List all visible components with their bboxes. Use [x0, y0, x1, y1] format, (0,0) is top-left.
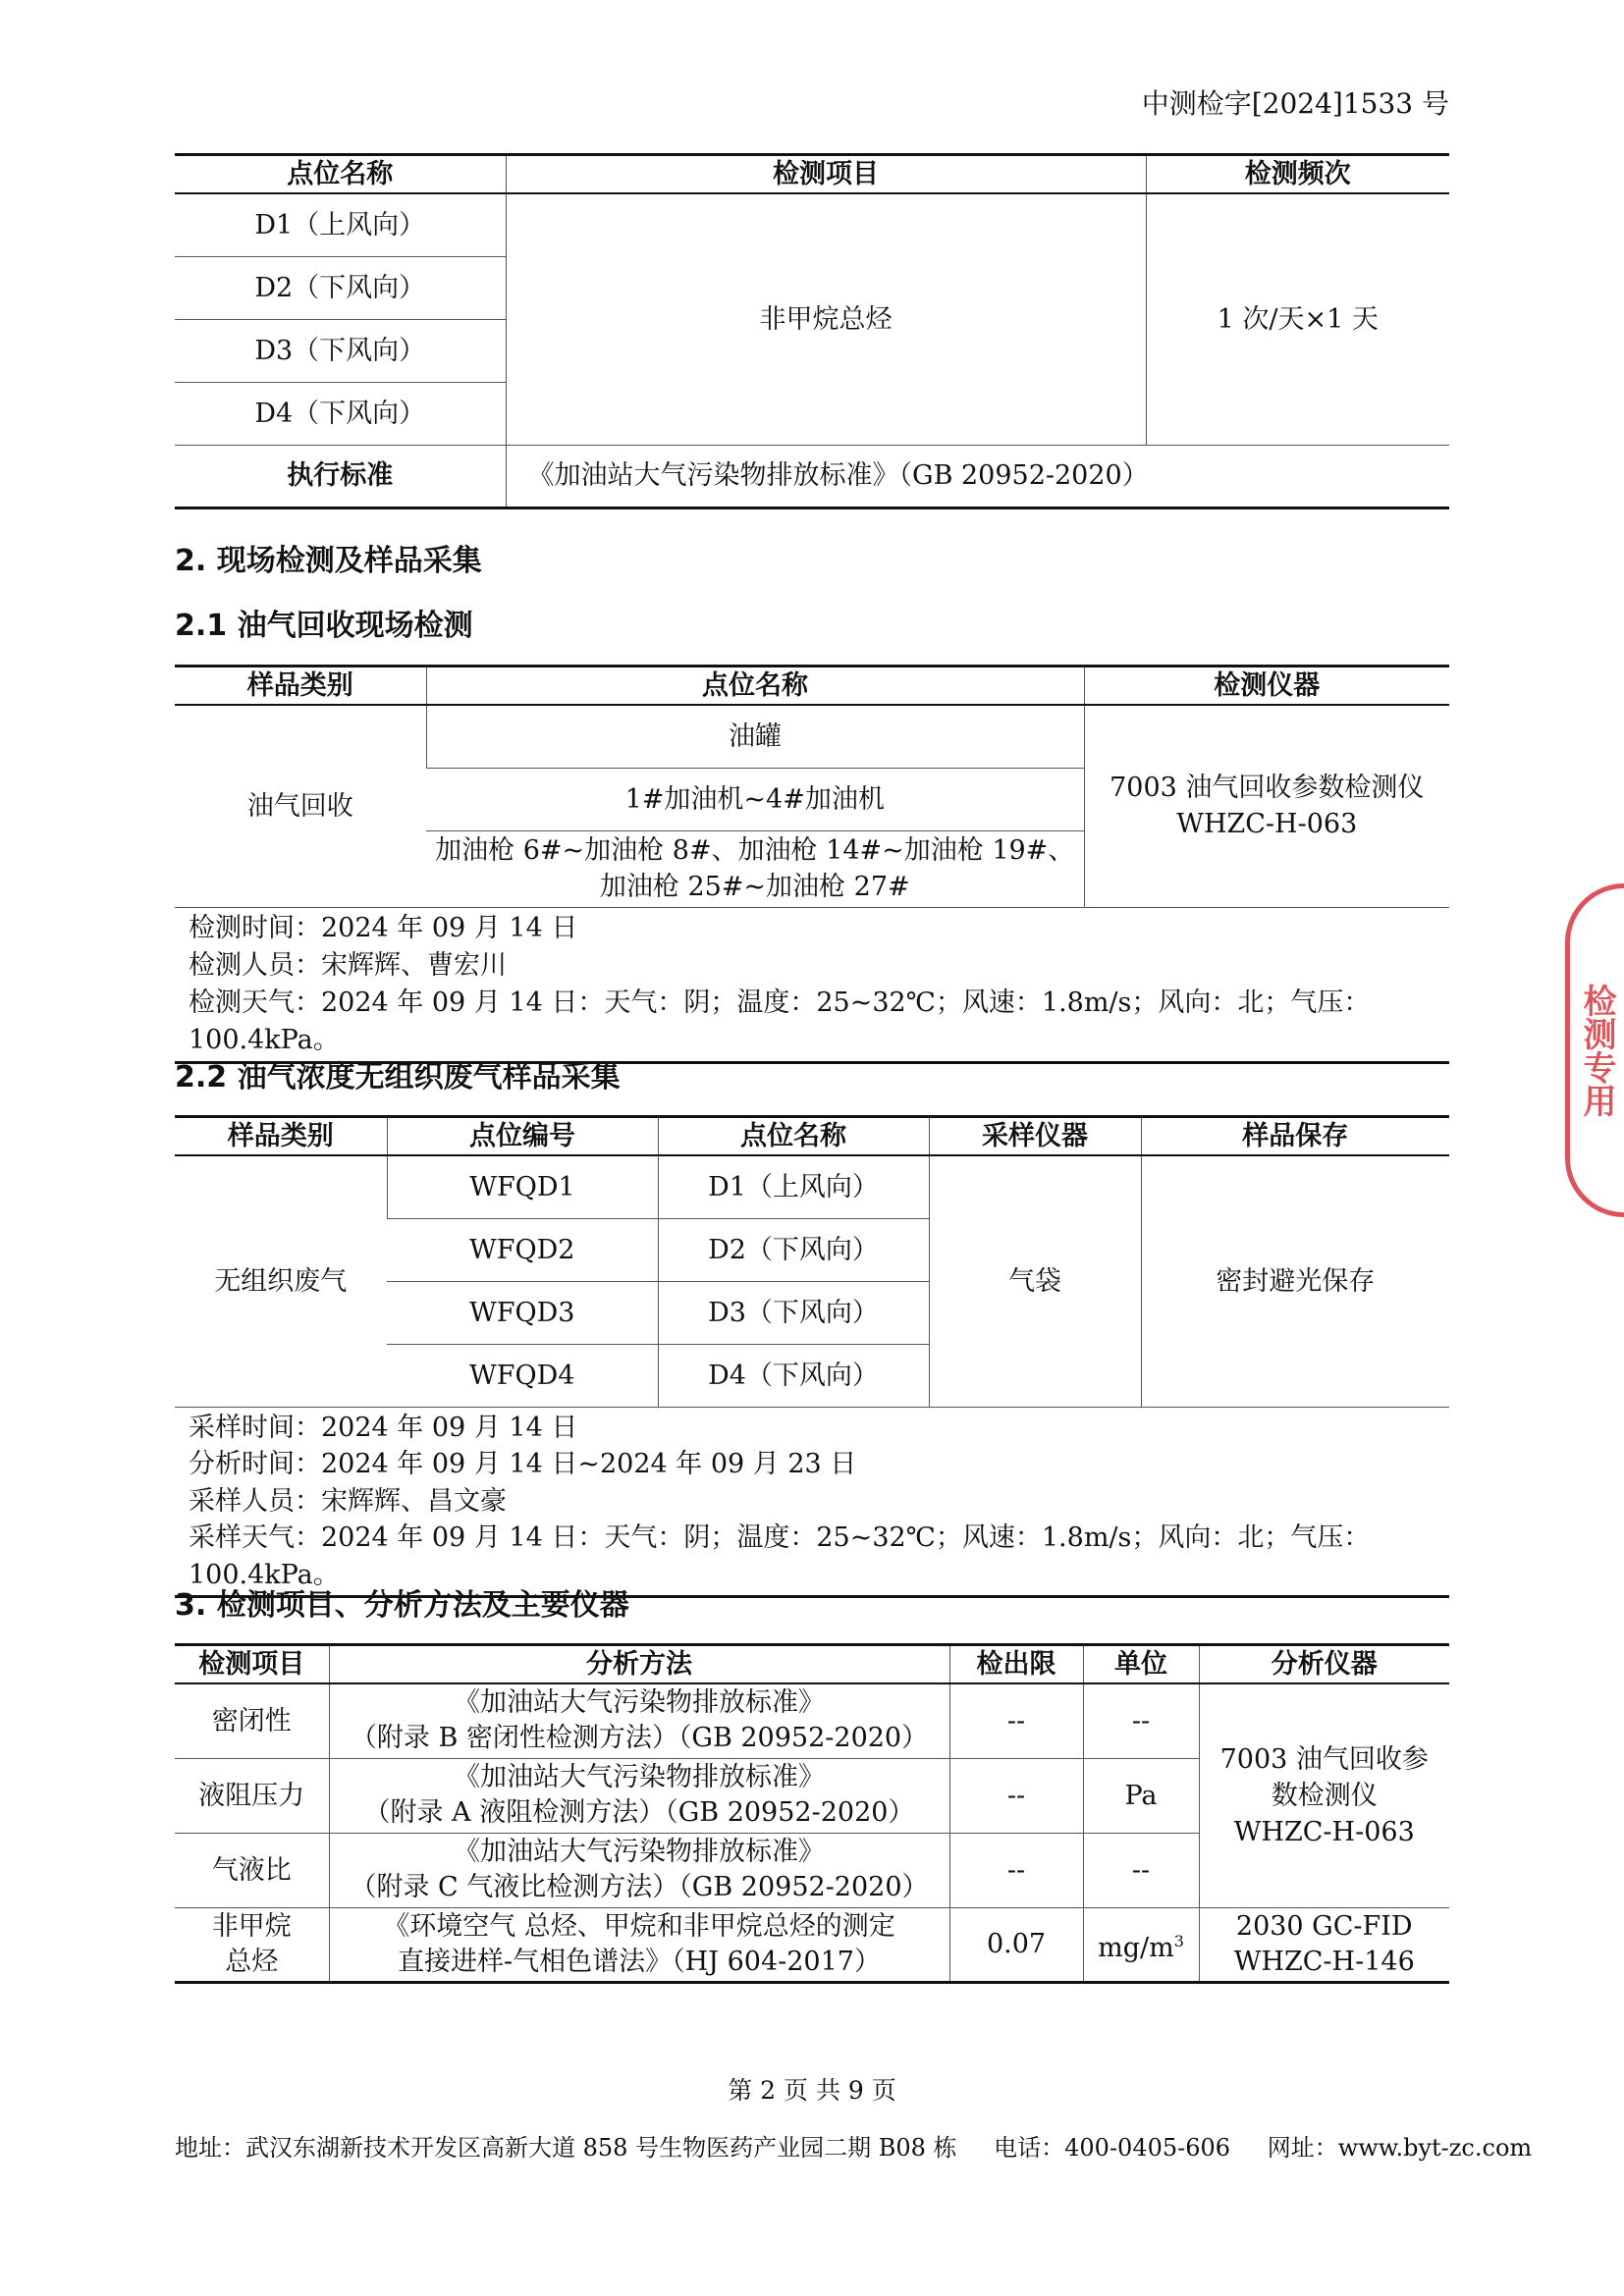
- document-number: 中测检字[2024]1533 号: [1141, 87, 1449, 120]
- stamp-text: 检测专用: [1577, 984, 1616, 1117]
- analyzer-line: 2030 GC-FID: [1235, 1910, 1413, 1942]
- unit-text: mg/m: [1098, 1932, 1174, 1963]
- method-line: 《加油站大气污染物排放标准》: [454, 1762, 825, 1792]
- analyzer-cell: [1199, 1683, 1449, 1907]
- point-line: 加油枪 6#~加油枪 8#、加油枪 14#~加油枪 19#、: [435, 835, 1075, 866]
- col-header-point-code: 点位编号: [387, 1117, 658, 1156]
- note-line: 检测时间：2024 年 09 月 14 日: [189, 912, 578, 943]
- col-header-limit: 检出限: [949, 1645, 1083, 1684]
- col-header-sampler: 采样仪器: [929, 1117, 1141, 1156]
- col-header-sample-type: 样品类别: [175, 1117, 387, 1156]
- analyzer-line: 数检测仪: [1271, 1780, 1378, 1811]
- col-header-sample-type: 样品类别: [175, 667, 426, 706]
- item-cell: 气液比: [175, 1833, 329, 1907]
- point-name-cell: D1（上风向）: [175, 193, 506, 256]
- methods-table: [175, 1643, 1449, 1984]
- note-line: 采样时间：2024 年 09 月 14 日: [189, 1412, 578, 1443]
- point-line: 加油枪 25#~加油枪 27#: [599, 872, 910, 902]
- test-item-cell: 非甲烷总烃: [506, 193, 1146, 445]
- unit-cell: --: [1083, 1833, 1199, 1907]
- method-cell: [329, 1833, 949, 1907]
- analyzer-line: WHZC-H-063: [1233, 1816, 1415, 1847]
- method-line: （附录 B 密闭性检测方法）（GB 20952-2020）: [350, 1723, 929, 1754]
- item-line: 非甲烷: [211, 1910, 292, 1942]
- instrument-cell: [1084, 705, 1449, 907]
- sampler-cell: 气袋: [929, 1155, 1141, 1407]
- method-line: 直接进样-气相色谱法》（HJ 604-2017）: [398, 1946, 881, 1977]
- col-header-analyzer: 分析仪器: [1199, 1645, 1449, 1684]
- point-name-cell: D2（下风向）: [658, 1218, 929, 1281]
- point-code-cell: WFQD1: [387, 1155, 658, 1218]
- note-line: 检测天气：2024 年 09 月 14 日：天气：阴；温度：25~32℃；风速：1.8m/s；风向：北；气压：100.4kPa。: [189, 987, 1371, 1055]
- point-name-cell: D1（上风向）: [658, 1155, 929, 1218]
- red-seal-stamp: [1565, 883, 1624, 1217]
- note-line: 采样人员：宋辉辉、昌文豪: [189, 1485, 507, 1517]
- unit-superscript: 3: [1173, 1931, 1184, 1950]
- limit-cell: --: [949, 1833, 1083, 1907]
- section-2-2-heading: 2.2 油气浓度无组织废气样品采集: [175, 1060, 621, 1095]
- footer-address: 地址：武汉东湖新技术开发区高新大道 858 号生物医药产业园二期 B08 栋: [175, 2134, 957, 2162]
- sample-type-cell: 无组织废气: [175, 1155, 387, 1407]
- point-name-cell: [426, 830, 1084, 907]
- point-code-cell: WFQD2: [387, 1218, 658, 1281]
- analyzer-cell: [1199, 1907, 1449, 1982]
- point-name-cell: D4（下风向）: [658, 1344, 929, 1407]
- monitoring-points-table: [175, 153, 1449, 509]
- point-name-cell: 油罐: [426, 705, 1084, 768]
- sample-type-cell: 油气回收: [175, 705, 426, 907]
- instrument-line: WHZC-H-063: [1176, 809, 1358, 840]
- preservation-cell: 密封避光保存: [1141, 1155, 1449, 1407]
- unit-cell: Pa: [1083, 1758, 1199, 1833]
- method-line: （附录 A 液阻检测方法）（GB 20952-2020）: [363, 1797, 915, 1828]
- col-header-item: 检测项目: [175, 1645, 329, 1684]
- inspection-notes: [175, 907, 1449, 1062]
- limit-cell: --: [949, 1683, 1083, 1758]
- unit-cell: [1083, 1907, 1199, 1982]
- standard-value: 《加油站大气污染物排放标准》（GB 20952-2020）: [506, 445, 1449, 507]
- method-line: 《环境空气 总烃、甲烷和非甲烷总烃的测定: [383, 1910, 895, 1942]
- method-cell: [329, 1683, 949, 1758]
- item-cell: 液阻压力: [175, 1758, 329, 1833]
- onsite-inspection-table: [175, 665, 1449, 1064]
- method-cell: [329, 1907, 949, 1982]
- instrument-line: 7003 油气回收参数检测仪: [1110, 773, 1425, 804]
- note-line: 分析时间：2024 年 09 月 14 日~2024 年 09 月 23 日: [189, 1449, 857, 1479]
- point-name-cell: D3（下风向）: [175, 319, 506, 382]
- section-3-heading: 3. 检测项目、分析方法及主要仪器: [175, 1588, 629, 1623]
- section-2-heading: 2. 现场检测及样品采集: [175, 544, 482, 578]
- note-line: 检测人员：宋辉辉、曹宏川: [189, 949, 507, 981]
- col-header-instrument: 检测仪器: [1084, 667, 1449, 706]
- unit-cell: --: [1083, 1683, 1199, 1758]
- item-cell: [175, 1907, 329, 1982]
- point-code-cell: WFQD3: [387, 1281, 658, 1344]
- sampling-notes: [175, 1407, 1449, 1597]
- analyzer-line: WHZC-H-146: [1233, 1946, 1415, 1977]
- col-header-method: 分析方法: [329, 1645, 949, 1684]
- note-line: 采样天气：2024 年 09 月 14 日：天气：阴；温度：25~32℃；风速：1.8m/s；风向：北；气压：100.4kPa。: [189, 1522, 1371, 1590]
- standard-label: 执行标准: [175, 445, 506, 507]
- limit-cell: 0.07: [949, 1907, 1083, 1982]
- col-header-test-item: 检测项目: [506, 155, 1146, 194]
- method-line: 《加油站大气污染物排放标准》: [454, 1687, 825, 1719]
- method-line: （附录 C 气液比检测方法）（GB 20952-2020）: [350, 1872, 929, 1902]
- sampling-table: [175, 1115, 1449, 1598]
- col-header-frequency: 检测频次: [1146, 155, 1449, 194]
- section-2-1-heading: 2.1 油气回收现场检测: [175, 609, 473, 643]
- point-name-cell: D2（下风向）: [175, 256, 506, 319]
- analyzer-line: 7003 油气回收参: [1219, 1743, 1429, 1775]
- col-header-preservation: 样品保存: [1141, 1117, 1449, 1156]
- footer-phone: 电话：400-0405-606: [994, 2134, 1231, 2162]
- point-code-cell: WFQD4: [387, 1344, 658, 1407]
- point-name-cell: D3（下风向）: [658, 1281, 929, 1344]
- page-number: 第 2 页 共 9 页: [728, 2076, 896, 2105]
- col-header-point-name: 点位名称: [175, 155, 506, 194]
- method-cell: [329, 1758, 949, 1833]
- point-name-cell: D4（下风向）: [175, 382, 506, 445]
- col-header-point-name: 点位名称: [426, 667, 1084, 706]
- footer-contact: [175, 2128, 1532, 2163]
- method-line: 《加油站大气污染物排放标准》: [454, 1837, 825, 1867]
- item-line: 总烃: [225, 1946, 279, 1977]
- col-header-unit: 单位: [1083, 1645, 1199, 1684]
- item-cell: 密闭性: [175, 1683, 329, 1758]
- frequency-cell: 1 次/天×1 天: [1146, 193, 1449, 445]
- point-name-cell: 1#加油机~4#加油机: [426, 768, 1084, 830]
- footer-website: 网址：www.byt-zc.com: [1267, 2134, 1533, 2162]
- col-header-point-name: 点位名称: [658, 1117, 929, 1156]
- limit-cell: --: [949, 1758, 1083, 1833]
